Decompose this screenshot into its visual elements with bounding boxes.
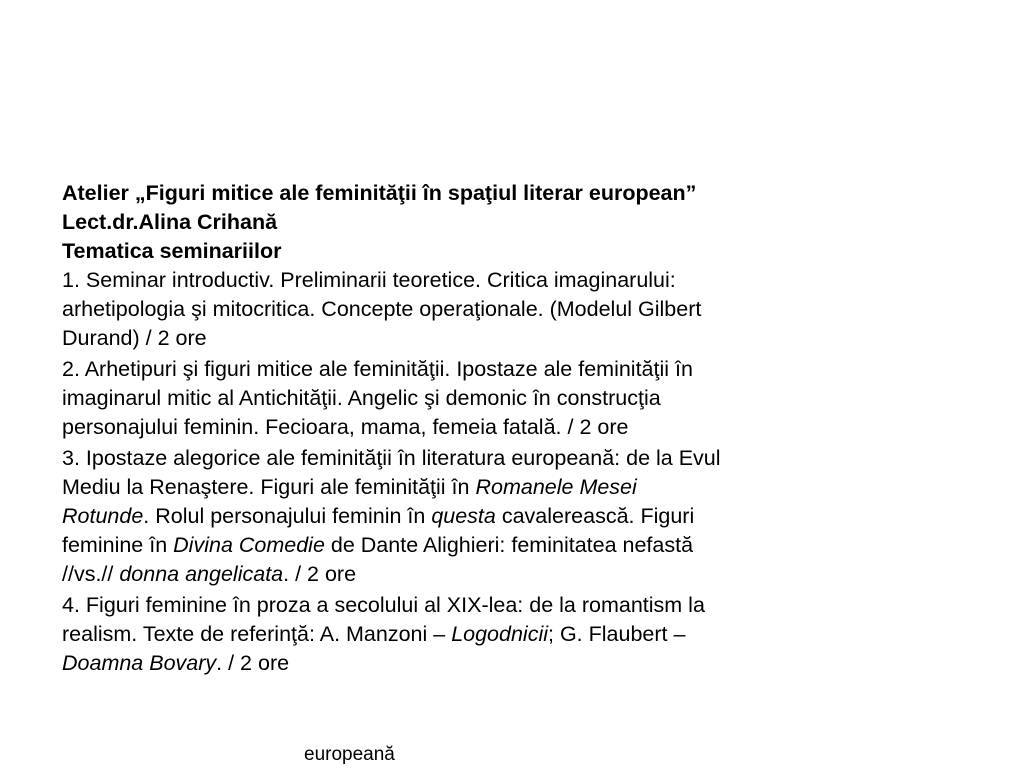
seminar-topic-list: [62, 266, 982, 678]
italic-title: Romanele Mesei: [475, 475, 637, 499]
topic-line: [62, 324, 982, 353]
text-segment: realism. Texte de referinţă: A. Manzoni –: [62, 622, 452, 646]
topic-line: [62, 502, 982, 531]
text-segment: cavalerească. Figuri: [495, 504, 695, 528]
italic-title: Divina Comedie: [173, 533, 325, 557]
text-segment: ; G. Flaubert –: [548, 622, 686, 646]
slide-content: [62, 179, 982, 678]
seminar-topic-3: [62, 444, 982, 589]
text-segment: . / 2 ore: [283, 562, 357, 586]
footer-text: europeană: [304, 744, 395, 765]
topic-line: [62, 355, 982, 384]
text-segment: personajului feminin. Fecioara, mama, femeia fatală. / 2 ore: [62, 415, 629, 439]
text-segment: . / 2 ore: [216, 651, 290, 675]
seminar-topic-2: [62, 355, 982, 442]
seminar-topic-4: [62, 591, 982, 678]
text-segment: de Dante Alighieri: feminitatea nefastă: [324, 533, 694, 557]
topic-line: [62, 620, 982, 649]
italic-title: Logodnicii: [451, 622, 549, 646]
text-segment: 4. Figuri feminine în proza a secolului al XIX-lea: de la romantism la: [62, 593, 705, 617]
text-segment: imaginarul mitic al Antichităţii. Angelic şi demonic în construcţia: [62, 386, 661, 410]
topic-line: [62, 295, 982, 324]
text-segment: 2. Arhetipuri şi figuri mitice ale feminităţii. Ipostaze ale feminităţii în: [62, 357, 693, 381]
text-segment: Durand) / 2 ore: [62, 326, 207, 350]
text-segment: //vs.//: [62, 562, 120, 586]
text-segment: . Rolul personajului feminin în: [143, 504, 432, 528]
text-segment: 1. Seminar introductiv. Preliminarii teoretice. Critica imaginarului:: [62, 268, 676, 292]
italic-title: Rotunde: [62, 504, 144, 528]
topic-line: [62, 560, 982, 589]
text-segment: 3. Ipostaze alegorice ale feminităţii în literatura europeană: de la Evul: [62, 446, 721, 470]
slide-title: Atelier „Figuri mitice ale feminităţii în spaţiul literar european”: [62, 181, 697, 205]
author-name: Lect.dr.Alina Crihană: [62, 210, 278, 234]
topic-line: [62, 384, 982, 413]
topic-line: [62, 413, 982, 442]
topic-line: [62, 531, 982, 560]
topic-line: [62, 591, 982, 620]
italic-title: Doamna Bovary: [62, 651, 217, 675]
section-heading: Tematica seminariilor: [62, 239, 282, 263]
topic-line: [62, 266, 982, 295]
italic-title: donna angelicata: [119, 562, 284, 586]
topic-line: [62, 473, 982, 502]
topic-line: [62, 649, 982, 678]
text-segment: Mediu la Renaştere. Figuri ale feminităţii în: [62, 475, 476, 499]
topic-line: [62, 444, 982, 473]
text-segment: feminine în: [62, 533, 174, 557]
text-segment: arhetipologia şi mitocritica. Concepte operaţionale. (Modelul Gilbert: [62, 297, 702, 321]
seminar-topic-1: [62, 266, 982, 353]
italic-title: questa: [431, 504, 496, 528]
